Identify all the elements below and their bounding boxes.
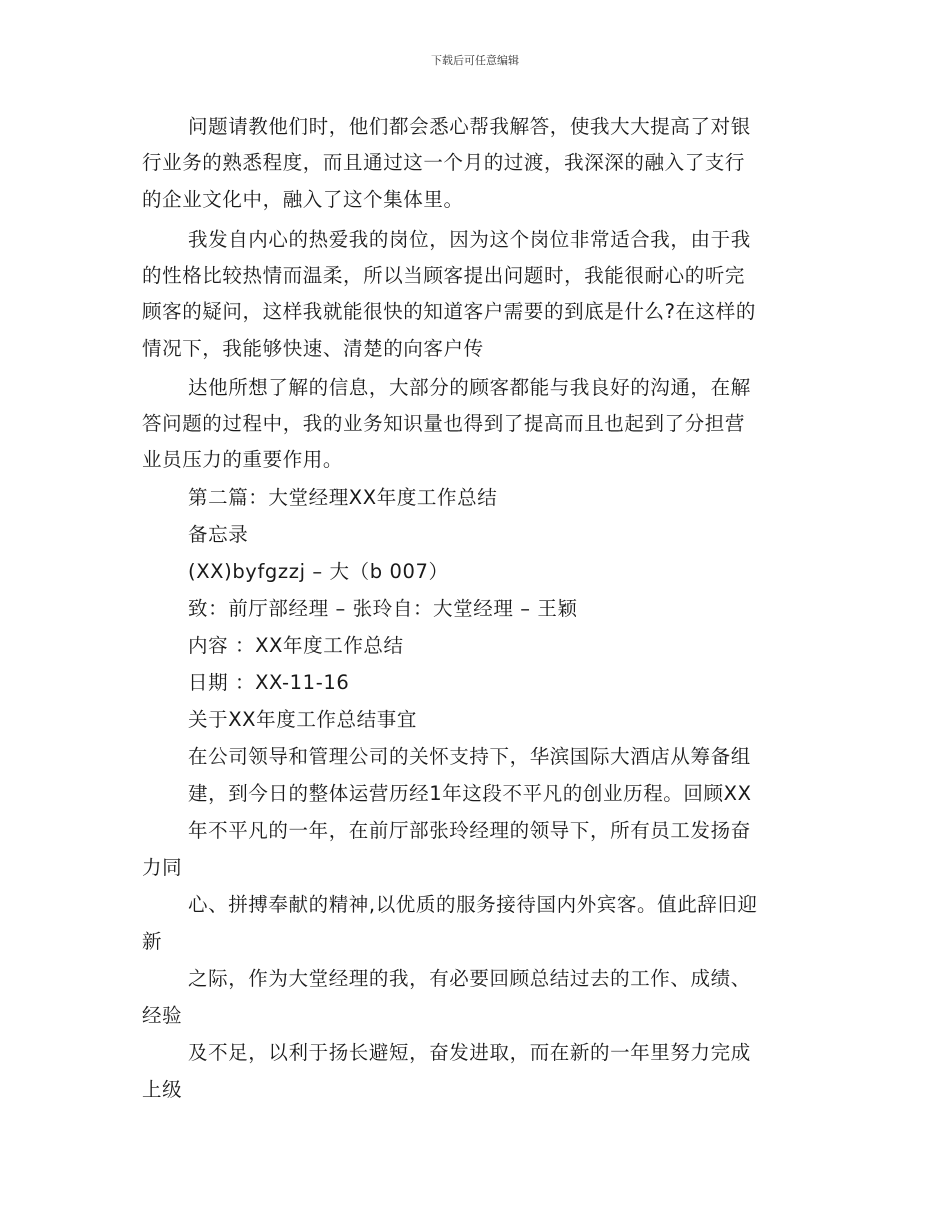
text-line: 及不足，以利于扬长避短，奋发进取，而在新的一年里努力完成: [188, 1041, 751, 1064]
text-line: 年不平凡的一年，在前厅部张玲经理的领导下，所有员工发扬奋: [188, 819, 751, 842]
text-line: 行业务的熟悉程度，而且通过这一个月的过渡，我深深的融入了支行: [142, 151, 746, 174]
text-line: 心、拼搏奉献的精神,以优质的服务接待国内外宾客。值此辞旧迎: [188, 893, 758, 916]
text-line: 答问题的过程中，我的业务知识量也得到了提高而且也起到了分担营: [142, 412, 746, 435]
section-title: 第二篇：大堂经理XX年度工作总结: [188, 486, 498, 509]
text-line: 经验: [142, 1004, 183, 1027]
text-line: 顾客的疑问，这样我就能很快的知道客户需要的到底是什么?在这样的: [142, 300, 756, 323]
text-line: 问题请教他们时，他们都会悉心帮我解答，使我大大提高了对银: [188, 115, 751, 138]
text-line: 在公司领导和管理公司的关怀支持下，华滨国际大酒店从筹备组: [188, 745, 751, 768]
memo-regarding: 关于XX年度工作总结事宜: [188, 708, 417, 731]
text-line: 之际，作为大堂经理的我，有必要回顾总结过去的工作、成绩、: [188, 967, 751, 990]
memo-to-from: 致：前厅部经理 – 张玲自：大堂经理 – 王颖: [188, 597, 578, 620]
memo-date: 日期 ：XX-11-16: [188, 671, 350, 694]
text-line: 上级: [142, 1078, 183, 1101]
text-line: 情况下，我能够快速、清楚的向客户传: [142, 337, 484, 360]
text-line: 的企业文化中，融入了这个集体里。: [142, 188, 464, 211]
memo-subject: 内容 ：XX年度工作总结: [188, 634, 404, 657]
page-header: 下载后可任意编辑: [431, 54, 519, 67]
text-line: 的性格比较热情而温柔，所以当顾客提出问题时，我能很耐心的听完: [142, 264, 746, 287]
text-line: 建，到今日的整体运营历经1年这段不平凡的创业历程。回顾XX: [188, 782, 752, 805]
text-line: 业员压力的重要作用。: [142, 448, 344, 471]
text-line: 达他所想了解的信息，大部分的顾客都能与我良好的沟通，在解: [188, 376, 751, 399]
memo-label: 备忘录: [188, 523, 249, 546]
memo-reference: (XX)byfgzzj – 大（b 007）: [188, 560, 449, 583]
text-line: 新: [142, 930, 163, 953]
text-line: 我发自内心的热爱我的岗位，因为这个岗位非常适合我，由于我: [188, 228, 751, 251]
text-line: 力同: [142, 856, 183, 879]
